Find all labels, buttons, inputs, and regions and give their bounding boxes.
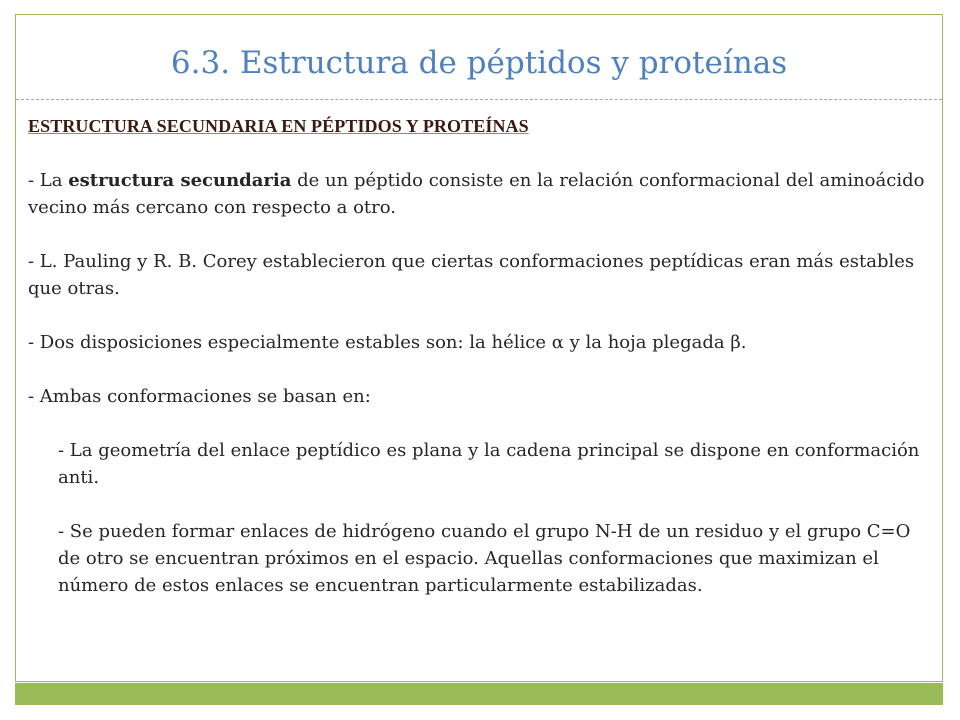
bold-term: estructura secundaria xyxy=(68,170,292,191)
slide-body xyxy=(28,113,928,599)
paragraph-disposiciones: - Dos disposiciones especialmente estables son: la hélice α y la hoja plegada β. xyxy=(28,332,747,353)
paragraph-definition xyxy=(28,167,928,221)
subparagraph-geometria: - La geometría del enlace peptídico es plana y la cadena principal se dispone en conformación anti. xyxy=(58,440,920,488)
paragraph-ambas: - Ambas conformaciones se basan en: xyxy=(28,386,371,407)
slide-frame xyxy=(15,14,943,682)
slide-title: 6.3. Estructura de péptidos y proteínas xyxy=(170,45,788,81)
section-heading: ESTRUCTURA SECUNDARIA EN PÉPTIDOS Y PROTEÍNAS xyxy=(28,116,529,136)
paragraph-pauling-corey: - L. Pauling y R. B. Corey establecieron que ciertas conformaciones peptídicas eran más estables que otras. xyxy=(28,251,915,299)
footer-accent-bar xyxy=(15,683,943,705)
subparagraph-enlaces-hidrogeno: - Se pueden formar enlaces de hidrógeno cuando el grupo N-H de un residuo y el grupo C=O de otro se encuentran próximos en el espacio. Aquellas conformaciones que maximizan el número de estos enlaces se encuentran particularmente estabilizadas. xyxy=(58,521,911,596)
paragraph-text: de un péptido consiste en la relación conformacional del aminoácido vecino más cercano con respecto a otro. xyxy=(28,170,925,218)
title-divider xyxy=(16,99,942,100)
paragraph-text: - La xyxy=(28,170,69,191)
